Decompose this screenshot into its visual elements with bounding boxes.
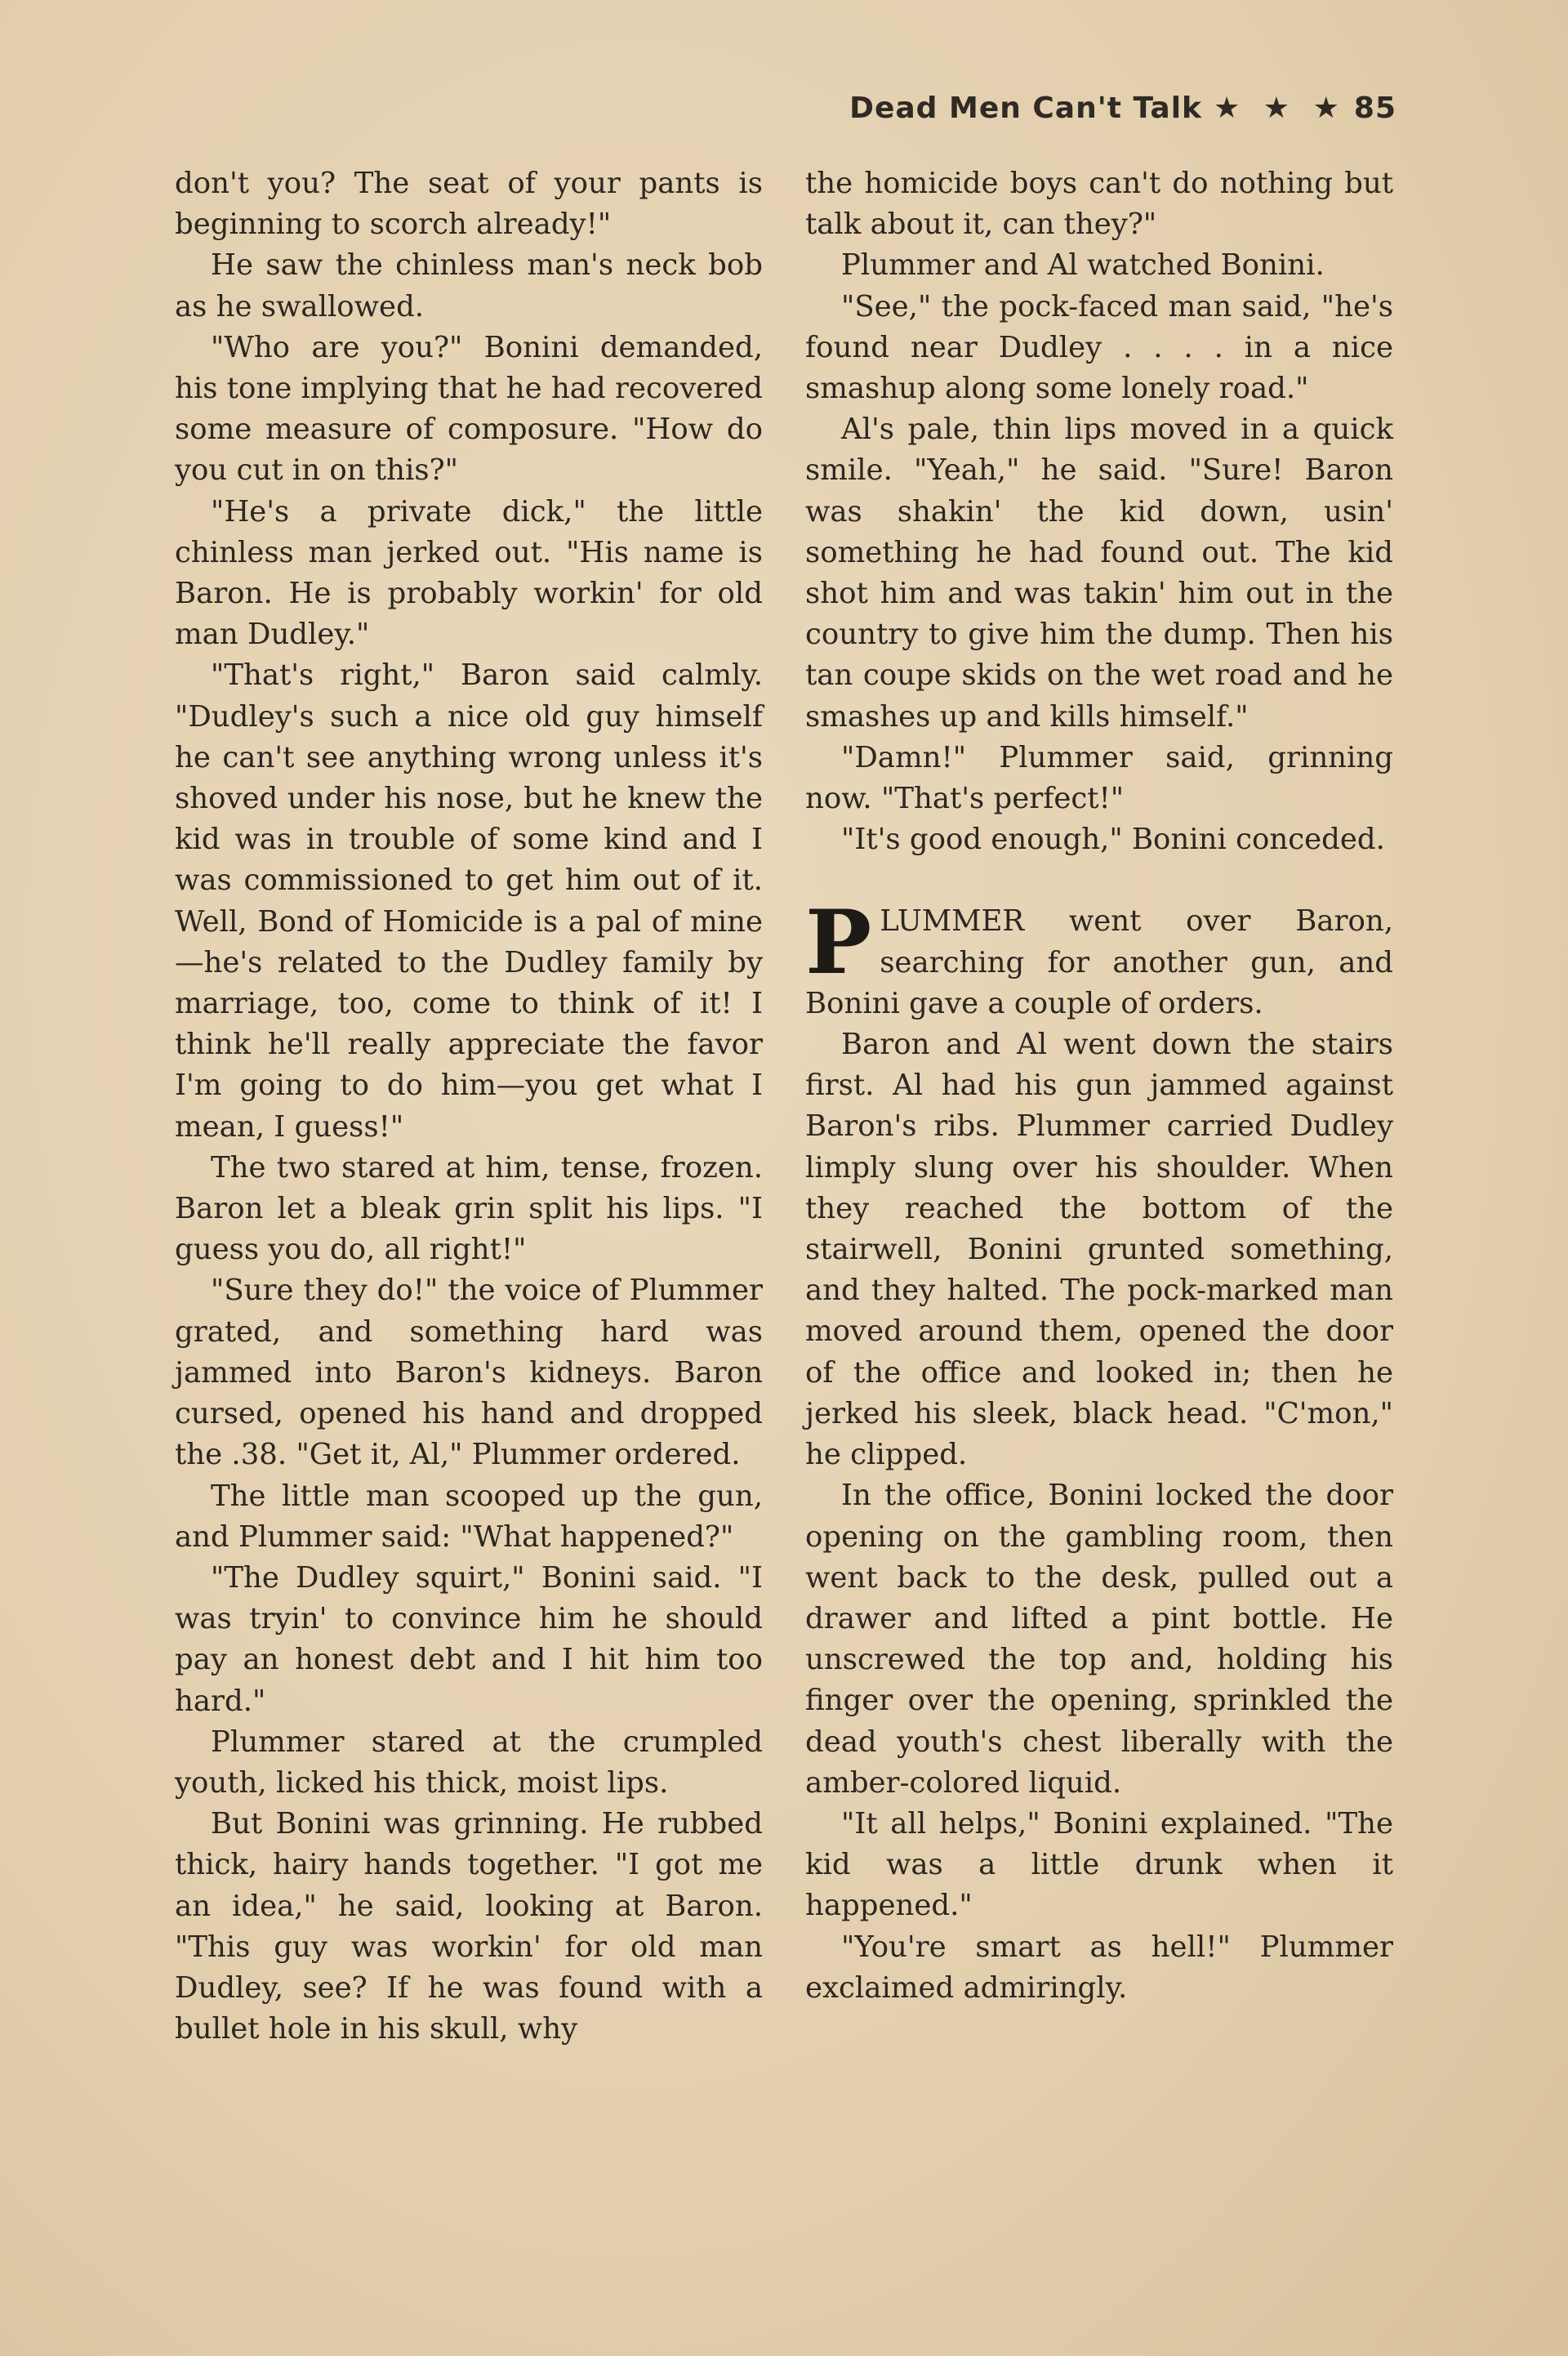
drop-cap: P [805,891,872,995]
paragraph: Al's pale, thin lips moved in a quick smile. "Yeah," he said. "Sure! Baron was shakin' the kid down, usin' something he had found out. The kid shot him and was takin' him out in the country to give him the dump. Then his tan coupe skids on the wet road and he smashes up and kills himself." [805,413,1393,734]
paragraph: "He's a private dick," the little chinless man jerked out. "His name is Baron. He is probably workin' for old man Dudley." [175,494,763,652]
section-opening-paragraph [805,891,1393,1024]
paragraph: He saw the chinless man's neck bob as he swallowed. [175,248,763,324]
paragraph: "It's good enough," Bonini conceded. [841,823,1385,857]
paragraph: "See," the pock-faced man said, "he's found near Dudley . . . . in a nice smashup along some lonely road." [805,289,1393,406]
paragraph: But Bonini was grinning. He rubbed thick, hairy hands together. "I got me an idea," he said, looking at Baron. "This guy was workin' for old man Dudley, see? If he was found with a bullet hole in his skull, why [175,1807,763,2046]
star-ornaments: ★ ★ ★ [1214,91,1346,125]
paragraph: The little man scooped up the gun, and Plummer said: "What happened?" [175,1479,763,1554]
paragraph: "That's right," Baron said calmly. "Dudley's such a nice old guy himself he can't see anything wrong unless it's shoved under his nose, but he knew the kid was in trouble of some kind and I was commissioned to get him out of it. Well, Bond of Homicide is a pal of mine—he's related to the Dudley family by marriage, too, come to think of it! I think he'll really appreciate the favor I'm going to do him—you get what I mean, I guess!" [175,658,763,1144]
right-column [805,163,1393,2009]
left-column [175,163,763,2050]
paragraph: "Who are you?" Bonini demanded, his tone implying that he had recovered some measure of composure. "How do you cut in on this?" [175,330,763,488]
paragraph: Plummer stared at the crumpled youth, licked his thick, moist lips. [175,1725,763,1800]
running-head [849,91,1396,125]
story-title: Dead Men Can't Talk [849,91,1202,125]
paragraph: "It all helps," Bonini explained. "The kid was a little drunk when it happened." [805,1806,1393,1923]
paragraph: In the office, Bonini locked the door opening on the gambling room, then went back to the desk, pulled out a drawer and lifted a pint bottle. He unscrewed the top and, holding his finger over the opening, sprinkled the dead youth's chest liberally with the amber-colored liquid. [805,1479,1393,1800]
section-opening-text: LUMMER went over Baron, searching for another gun, and Bonini gave a couple of orders. [805,904,1393,1020]
paragraph: The two stared at him, tense, frozen. Baron let a bleak grin split his lips. "I guess you do, all right!" [175,1150,763,1267]
paragraph: "Sure they do!" the voice of Plummer grated, and something hard was jammed into Baron's kidneys. Baron cursed, opened his hand and dropped the .38. "Get it, Al," Plummer ordered. [175,1274,763,1472]
paragraph: the homicide boys can't do nothing but talk about it, can they?" [805,167,1393,242]
paragraph: don't you? The seat of your pants is beginning to scorch already!" [175,167,763,242]
paragraph: "You're smart as hell!" Plummer exclaimed admiringly. [805,1930,1393,2005]
paragraph: "Damn!" Plummer said, grinning now. "That's perfect!" [805,740,1393,816]
paragraph: Plummer and Al watched Bonini. [841,248,1325,283]
paragraph: Baron and Al went down the stairs first. Al had his gun jammed against Baron's ribs. Plummer carried Dudley limply slung over his shoulder. When they reached the bottom of the stairwell, Bonini grunted something, and they halted. The pock-marked man moved around them, opened the door of the office and looked in; then he jerked his sleek, black head. "C'mon," he clipped. [805,1028,1393,1472]
page-number: 85 [1353,91,1396,125]
paragraph: "The Dudley squirt," Bonini said. "I was tryin' to convince him he should pay an honest debt and I hit him too hard." [175,1560,763,1718]
